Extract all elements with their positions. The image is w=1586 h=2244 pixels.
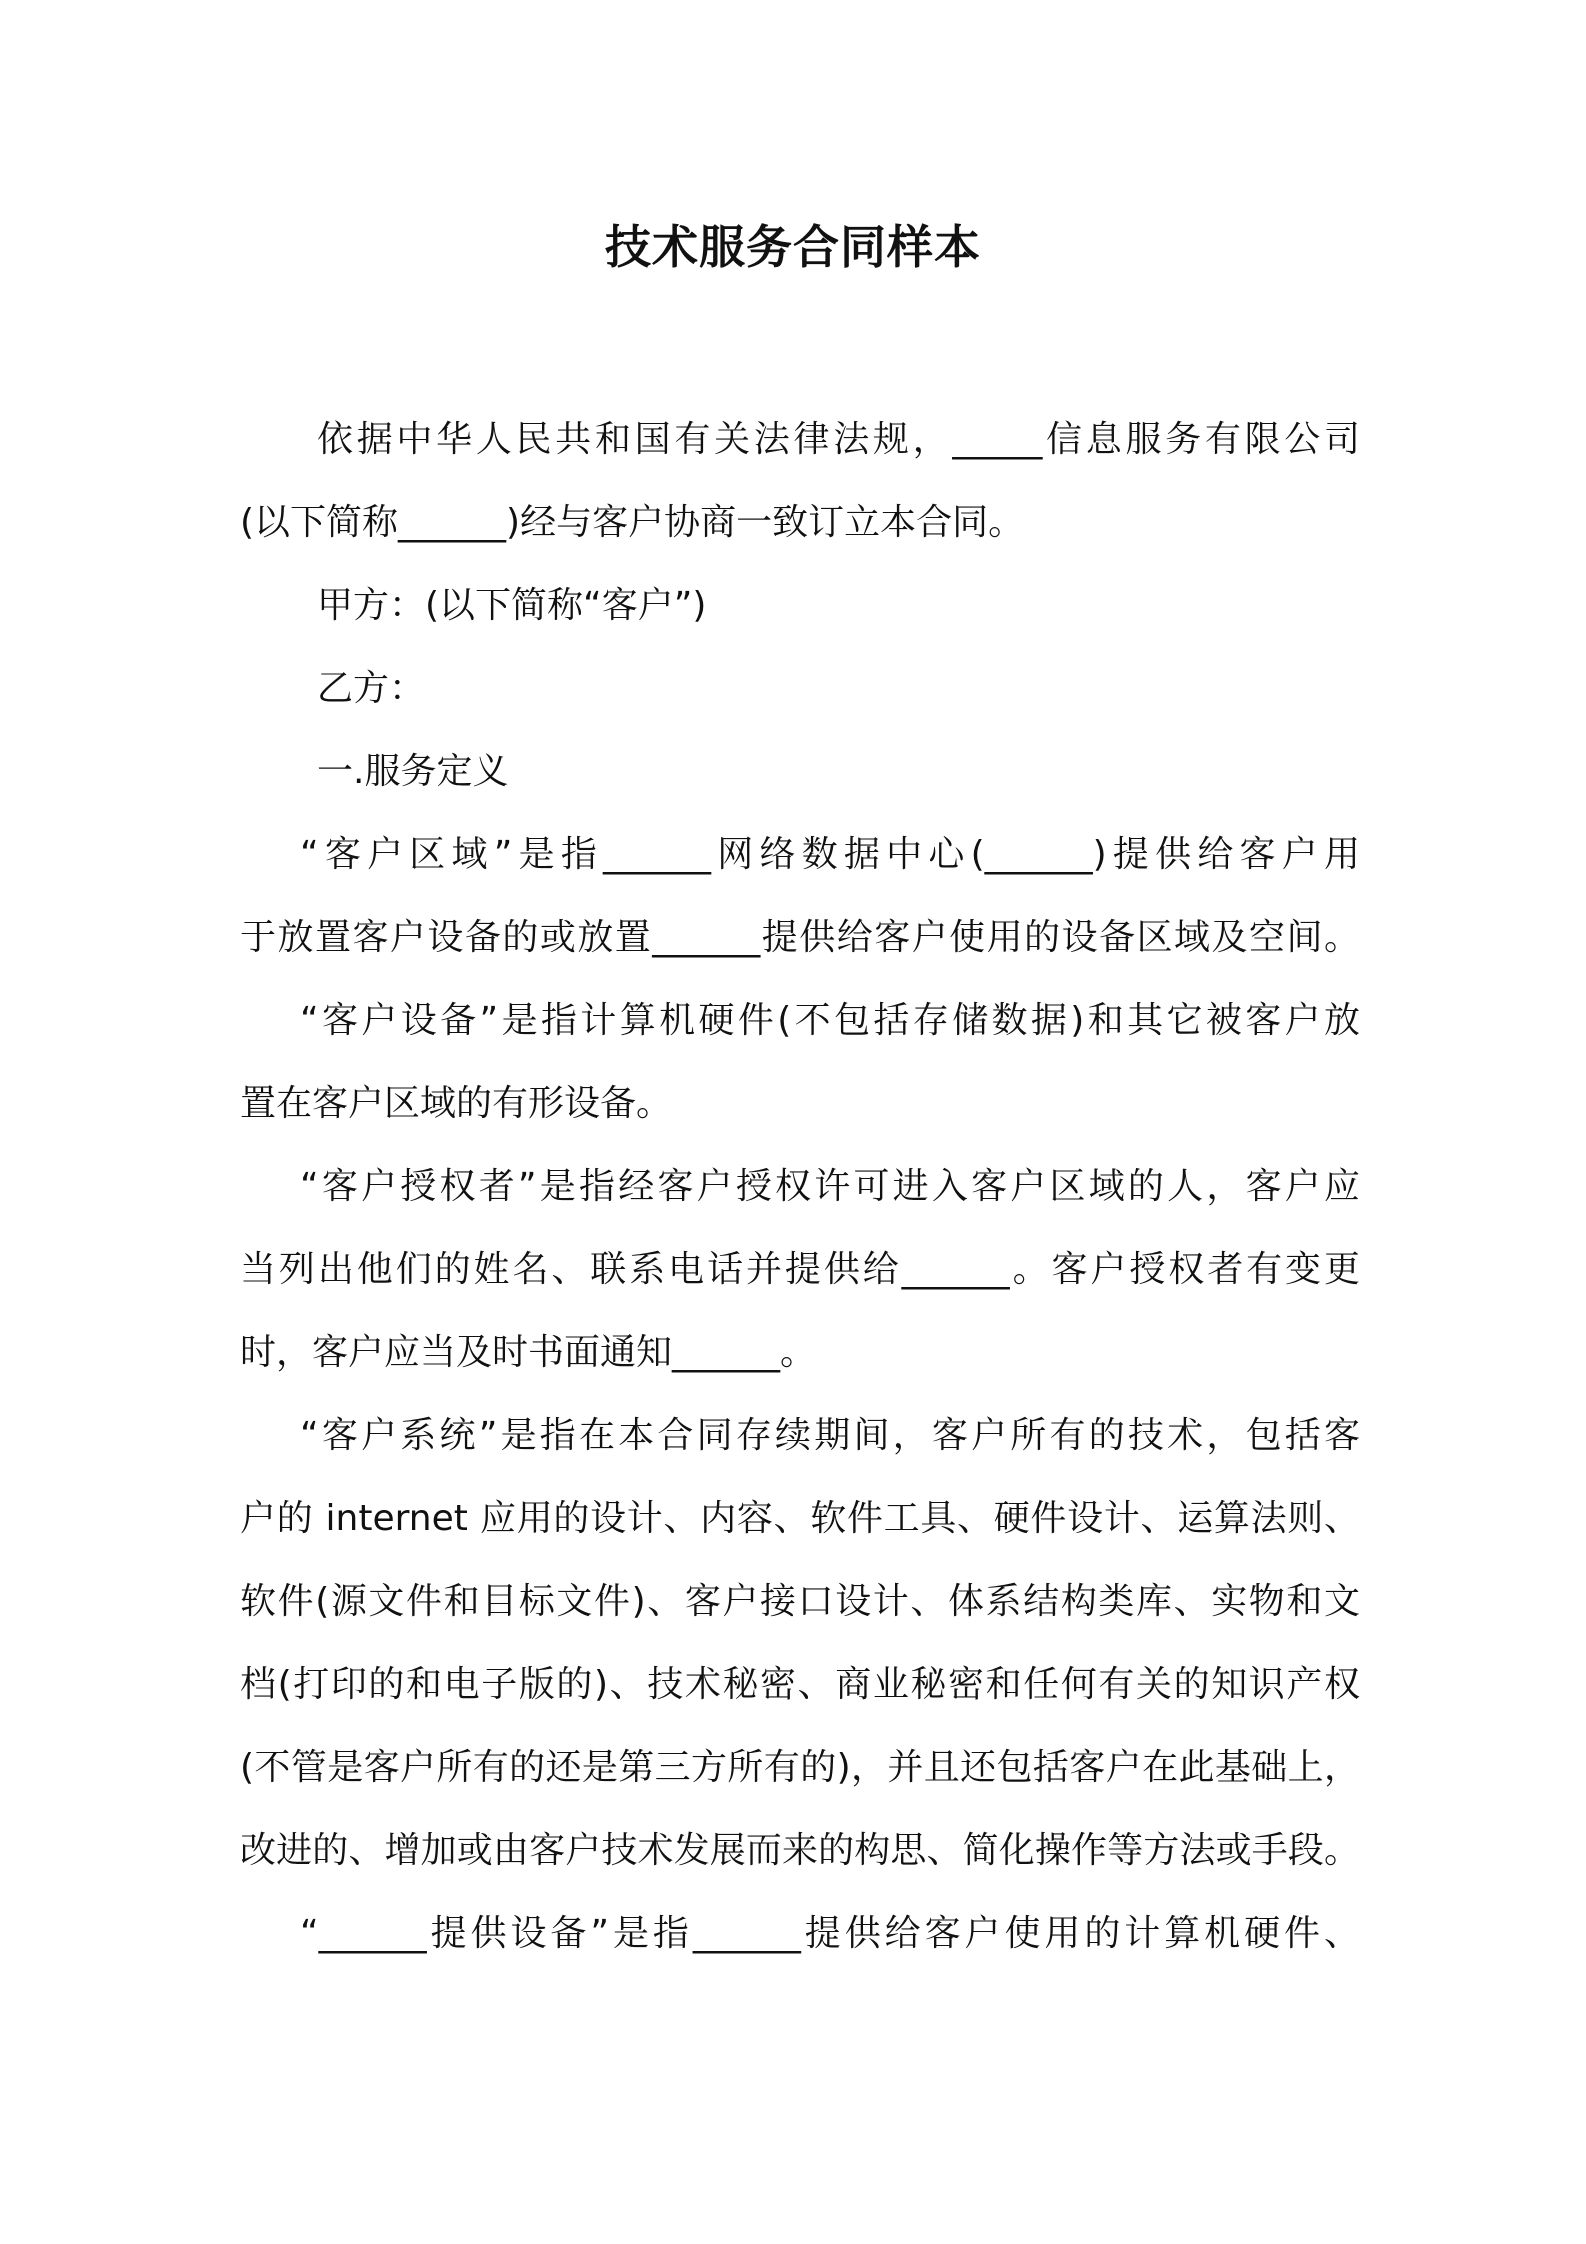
text-line: 甲方：(以下简称“客户”) (317, 585, 707, 626)
text-line: (以下简称______)经与客户协商一致订立本合同。 (240, 502, 1025, 543)
text-line: 置在客户区域的有形设备。 (240, 1083, 673, 1124)
text-line: “客户设备”是指计算机硬件(不包括存储数据)和其它被客户放 (300, 1000, 1360, 1041)
paragraph-definition-customer-area (240, 813, 1360, 979)
text-line: 改进的、增加或由客户技术发展而来的构思、简化操作等方法或手段。 (240, 1830, 1360, 1871)
text-line: 档(打印的和电子版的)、技术秘密、商业秘密和任何有关的知识产权 (240, 1664, 1360, 1705)
section-heading (240, 730, 1360, 813)
paragraph-definition-customer-system (240, 1394, 1360, 1892)
text-line: 乙方： (317, 668, 426, 709)
document-body (240, 398, 1360, 1975)
text-line: 户的 internet 应用的设计、内容、软件工具、硬件设计、运算法则、 (240, 1498, 1360, 1539)
text-line: 软件(源文件和目标文件)、客户接口设计、体系结构类库、实物和文 (240, 1581, 1360, 1622)
text-line: 当列出他们的姓名、联系电话并提供给______。客户授权者有变更 (240, 1249, 1360, 1290)
text-line: 于放置客户设备的或放置______提供给客户使用的设备区域及空间。 (240, 917, 1360, 958)
paragraph-intro (240, 398, 1360, 564)
text-line: “客户区域”是指______网络数据中心(______)提供给客户用 (300, 834, 1360, 875)
paragraph-party-b (240, 647, 1360, 730)
text-line: “客户授权者”是指经客户授权许可进入客户区域的人，客户应 (300, 1166, 1360, 1207)
text-line: “______提供设备”是指______提供给客户使用的计算机硬件、 (300, 1913, 1360, 1954)
text-line: 依据中华人民共和国有关法律法规，_____信息服务有限公司 (317, 419, 1360, 460)
text-line: 时，客户应当及时书面通知______。 (240, 1332, 817, 1373)
paragraph-party-a (240, 564, 1360, 647)
paragraph-definition-provided-equipment (240, 1892, 1360, 1975)
text-line: 一.服务定义 (317, 751, 509, 792)
document-title: 技术服务合同样本 (605, 220, 981, 274)
text-line: (不管是客户所有的还是第三方所有的)，并且还包括客户在此基础上， (240, 1747, 1360, 1788)
paragraph-definition-customer-equipment (240, 979, 1360, 1145)
paragraph-definition-authorized-person (240, 1145, 1360, 1394)
text-line: “客户系统”是指在本合同存续期间，客户所有的技术，包括客 (300, 1415, 1360, 1456)
